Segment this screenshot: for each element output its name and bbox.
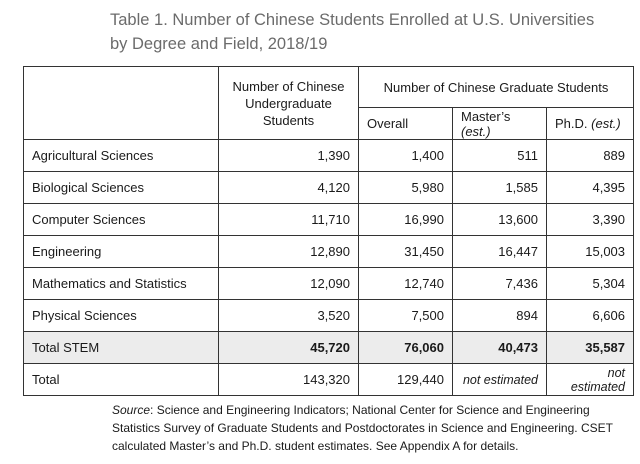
field-name: Total	[24, 364, 219, 396]
phd-value: 3,390	[547, 204, 634, 236]
overall-header: Overall	[359, 108, 453, 140]
overall-value: 76,060	[359, 332, 453, 364]
masters-value: 7,436	[453, 268, 547, 300]
masters-header: Master’s (est.)	[453, 108, 547, 140]
undergrad-value: 4,120	[219, 172, 359, 204]
corner-header-cell	[24, 67, 219, 140]
undergrad-value: 143,320	[219, 364, 359, 396]
phd-value: 5,304	[547, 268, 634, 300]
field-name: Biological Sciences	[24, 172, 219, 204]
table-caption: Table 1. Number of Chinese Students Enrolled at U.S. Universities by Degree and Field, 2018/19	[110, 11, 595, 53]
phd-value: 15,003	[547, 236, 634, 268]
table-row	[24, 300, 634, 332]
graduate-header: Number of Chinese Graduate Students	[359, 67, 634, 108]
masters-value: 894	[453, 300, 547, 332]
phd-value: 889	[547, 140, 634, 172]
source-label: Source	[112, 403, 151, 417]
table-row	[24, 236, 634, 268]
undergrad-value: 45,720	[219, 332, 359, 364]
overall-value: 12,740	[359, 268, 453, 300]
field-name: Engineering	[24, 236, 219, 268]
phd-value: 35,587	[547, 332, 634, 364]
table-row	[24, 140, 634, 172]
table-row	[24, 204, 634, 236]
overall-value: 1,400	[359, 140, 453, 172]
field-name: Computer Sciences	[24, 204, 219, 236]
field-name: Agricultural Sciences	[24, 140, 219, 172]
overall-value: 7,500	[359, 300, 453, 332]
phd-value: 6,606	[547, 300, 634, 332]
total-row	[24, 364, 634, 396]
total-stem-row	[24, 332, 634, 364]
source-text: : Science and Engineering Indicators; National Center for Science and Engineering Statistics Survey of Graduate Students and Postdoctorates in Science and Engineering. CSET calculated Master’s and Ph.D. student estimates. See Appendix A for details.	[112, 403, 613, 453]
masters-value: not estimated	[453, 364, 547, 396]
undergrad-header: Number of Chinese Undergraduate Students	[219, 67, 359, 140]
undergrad-value: 12,890	[219, 236, 359, 268]
overall-value: 31,450	[359, 236, 453, 268]
masters-value: 1,585	[453, 172, 547, 204]
field-name: Total STEM	[24, 332, 219, 364]
overall-value: 129,440	[359, 364, 453, 396]
phd-value: 4,395	[547, 172, 634, 204]
field-name: Mathematics and Statistics	[24, 268, 219, 300]
undergrad-value: 1,390	[219, 140, 359, 172]
masters-value: 511	[453, 140, 547, 172]
table-row	[24, 172, 634, 204]
masters-value: 40,473	[453, 332, 547, 364]
masters-value: 13,600	[453, 204, 547, 236]
undergrad-value: 3,520	[219, 300, 359, 332]
phd-value: not estimated	[547, 364, 634, 396]
overall-value: 16,990	[359, 204, 453, 236]
phd-header: Ph.D. (est.)	[547, 108, 634, 140]
undergrad-value: 11,710	[219, 204, 359, 236]
undergrad-value: 12,090	[219, 268, 359, 300]
enrollment-table	[23, 66, 634, 396]
overall-value: 5,980	[359, 172, 453, 204]
field-name: Physical Sciences	[24, 300, 219, 332]
table-row	[24, 268, 634, 300]
masters-value: 16,447	[453, 236, 547, 268]
source-note	[112, 401, 627, 455]
